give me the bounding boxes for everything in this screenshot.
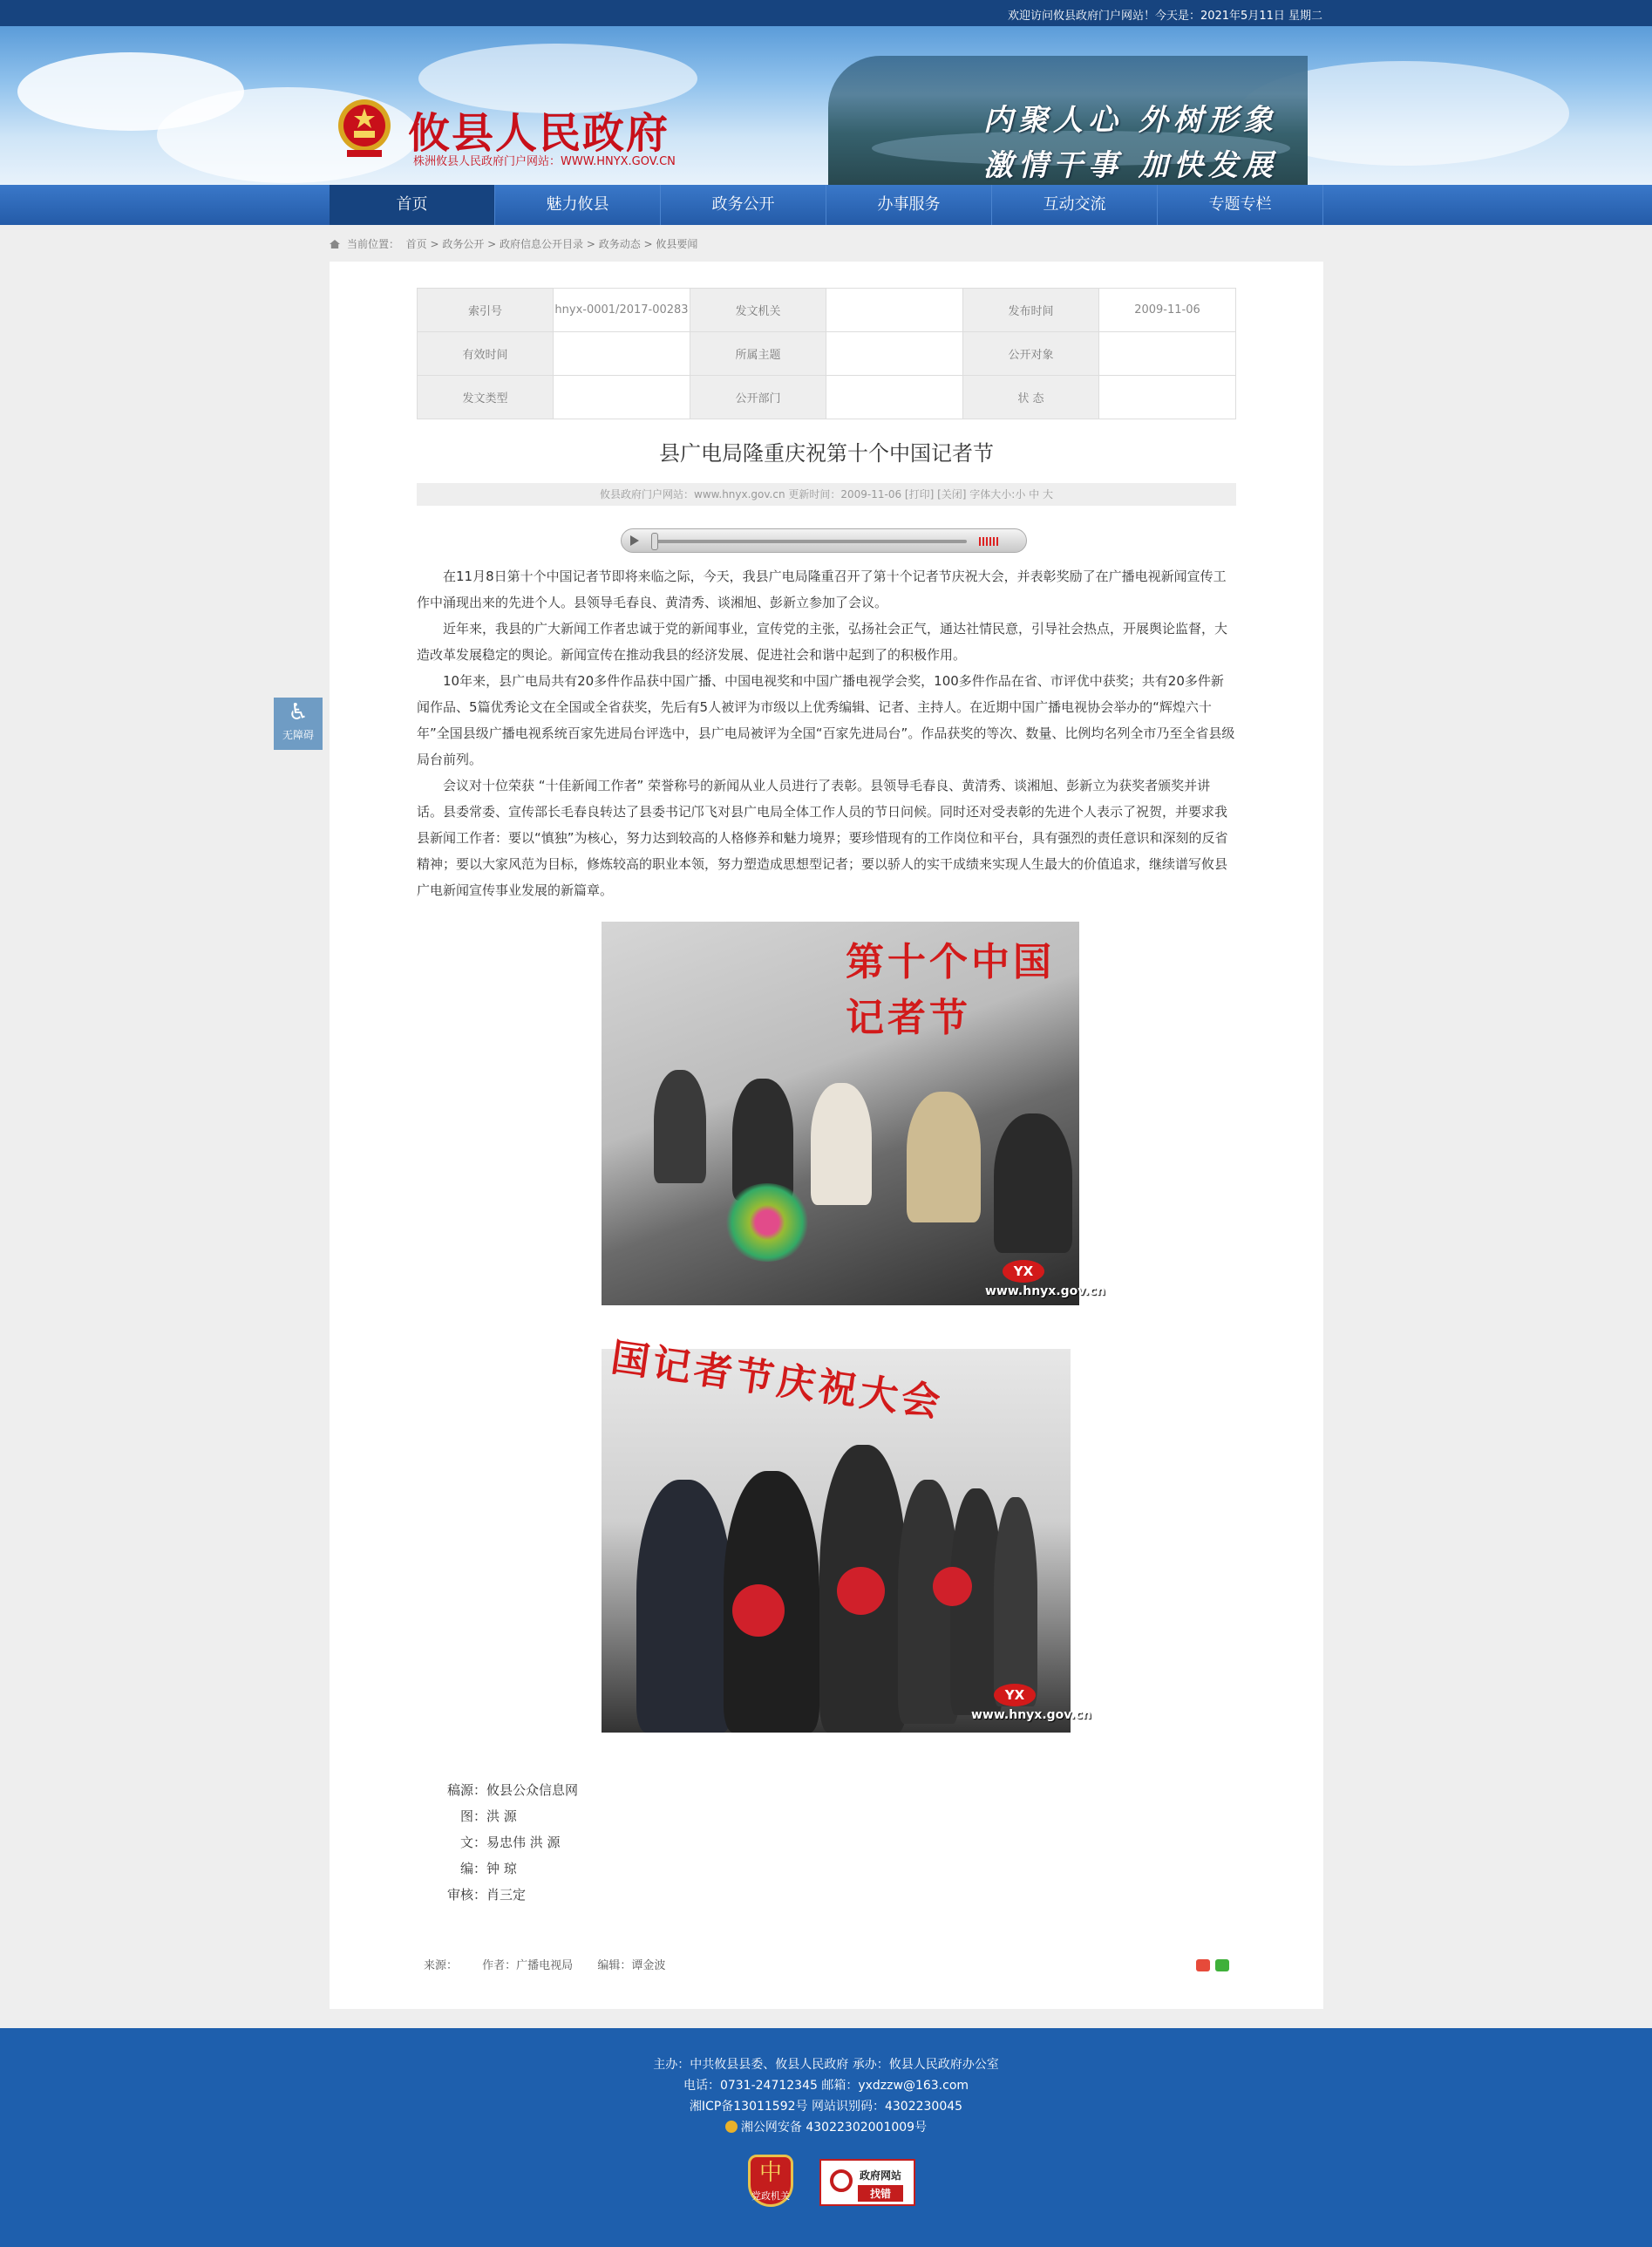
- volume-icon[interactable]: [979, 537, 1000, 546]
- metadata-table: [417, 288, 1236, 419]
- slogan-line-2: 激情干事 加快发展: [983, 148, 1278, 183]
- credit-value: 攸县公众信息网: [486, 1782, 579, 1798]
- site-title[interactable]: 攸县人民政府: [408, 109, 670, 158]
- photo-banner-text: 国记者节庆祝大会: [608, 1335, 947, 1427]
- nav-item-gov-affairs[interactable]: 政务公开: [661, 185, 826, 225]
- credit-label: 图：: [459, 1808, 486, 1824]
- meta-value: [826, 376, 963, 419]
- watermark-url: www.hnyx.gov.cn: [971, 1708, 1091, 1722]
- party-gov-badge-text: 党政机关: [751, 2190, 790, 2202]
- share-weibo-icon[interactable]: [1196, 1959, 1210, 1971]
- site-footer: [0, 2028, 1652, 2247]
- home-icon: [330, 240, 340, 249]
- article-source-line: [424, 1956, 686, 1972]
- photo-banner-text: 第十个中国记者节: [846, 940, 1055, 1040]
- play-icon[interactable]: [630, 535, 639, 546]
- top-bar: [0, 0, 1652, 26]
- watermark-url: www.hnyx.gov.cn: [985, 1284, 1105, 1298]
- audio-player[interactable]: [621, 528, 1027, 553]
- credit-value: 洪 源: [486, 1808, 517, 1824]
- meta-label: 状 态: [963, 376, 1099, 419]
- footer-sponsor: 主办：中共攸县县委、攸县人民政府 承办：攸县人民政府办公室: [653, 2058, 999, 2072]
- photo-figure: [994, 1113, 1072, 1253]
- meta-value: [1099, 376, 1236, 419]
- red-flower: [732, 1584, 785, 1637]
- breadcrumb-path[interactable]: 首页 > 政务公开 > 政府信息公开目录 > 政务动态 > 攸县要闻: [405, 238, 698, 250]
- photo-figure: [732, 1079, 793, 1201]
- watermark-logo: YX: [1003, 1260, 1044, 1283]
- article-paragraph: 10年来，县广电局共有20多件作品获中国广播、中国电视奖和中国广播电视学会奖，100多件作品在省、市评优中获奖；共有20多件新闻作品、5篇优秀论文在全国或全省获奖，先后有5人被评为市级以上优秀编辑、记者、主持人。在近期中国广播电视协会举办的“辉煌六十年”全国县级广播电视系统百家先进局台评选中，县广电局被评为全国“百家先进局台”。作品获奖的等次、数量、比例均名列全市乃至全省县级局台前列。: [417, 673, 1235, 767]
- progress-track[interactable]: [653, 540, 967, 543]
- credit-value: 钟 琼: [486, 1861, 517, 1876]
- footer-icp[interactable]: 湘ICP备13011592号 网站识别码：4302230045: [689, 2100, 963, 2114]
- article-photo-award: [602, 1335, 1091, 1733]
- credit-label: 稿源：: [446, 1782, 486, 1798]
- meta-label: 发布时间: [963, 289, 1099, 332]
- badge-title: 政府网站: [860, 2169, 902, 2182]
- site-banner: [0, 26, 1652, 185]
- credit-value: 肖三定: [486, 1887, 527, 1903]
- meta-value: [826, 289, 963, 332]
- meta-value: [554, 376, 690, 419]
- nav-item-interaction[interactable]: 互动交流: [992, 185, 1158, 225]
- nav-item-services[interactable]: 办事服务: [826, 185, 992, 225]
- share-wechat-icon[interactable]: [1215, 1959, 1229, 1971]
- meta-label: 发文类型: [418, 376, 554, 419]
- footer-contact: 电话：0731-24712345 邮箱：yxdzzw@163.com: [683, 2079, 969, 2093]
- meta-label: 发文机关: [690, 289, 826, 332]
- slogan-line-1: 内聚人心 外树形象: [983, 103, 1278, 138]
- meta-label: 公开对象: [963, 332, 1099, 376]
- meta-label: 索引号: [418, 289, 554, 332]
- police-badge-icon: [725, 2121, 738, 2133]
- article-paragraph: 在11月8日第十个中国记者节即将来临之际，今天，我县广电局隆重召开了第十个记者节庆祝大会，并表彰奖励了在广播电视新闻宣传工作中涌现出来的先进个人。县领导毛春良、黄清秀、谈湘旭、彭新立参加了会议。: [417, 569, 1227, 610]
- meta-value: 2009-11-06: [1099, 289, 1236, 332]
- credit-label: 文：: [459, 1835, 486, 1850]
- photo-figure: [907, 1092, 981, 1222]
- badge-subtitle: 找错: [858, 2185, 903, 2202]
- photo-figure: [636, 1480, 732, 1733]
- meta-value: [554, 332, 690, 376]
- meta-value: hnyx-0001/2017-00283: [554, 289, 690, 332]
- meta-label: 公开部门: [690, 376, 826, 419]
- meta-value: [1099, 332, 1236, 376]
- red-flower: [933, 1567, 972, 1606]
- watermark-logo: YX: [994, 1684, 1036, 1706]
- photo-figure: [811, 1083, 872, 1205]
- nav-item-home[interactable]: 首页: [330, 185, 495, 225]
- author-label: 作者：广播电视局: [482, 1959, 574, 1972]
- article-paragraph: 会议对十位荣获 “十佳新闻工作者” 荣誉称号的新闻从业人员进行了表彰。县领导毛春良、黄清秀、谈湘旭、彭新立为获奖者颁奖并讲话。县委常委、宣传部长毛春良转达了县委书记邝飞对县广电局全体工作人员的节日问候。同时还对受表彰的先进个人表示了祝贺，并要求我县新闻工作者：要以“慎独”为核心，努力达到较高的人格修养和魅力境界；要珍惜现有的工作岗位和平台，具有强烈的责任意识和深刻的反省精神；要以大家风范为目标，修炼较高的职业本领，努力塑造成思想型记者；要以骄人的实干成绩来实现人生最大的价值追求，继续谱写攸县广电新闻宣传事业发展的新篇章。: [417, 778, 1228, 898]
- progress-handle[interactable]: [651, 533, 658, 550]
- welcome-text: 欢迎访问攸县政府门户网站！今天是：2021年5月11日 星期二: [1007, 10, 1322, 23]
- red-flower: [837, 1567, 885, 1615]
- article-title: 县广电局隆重庆祝第十个中国记者节: [659, 441, 994, 466]
- wheelchair-icon: ♿: [288, 699, 309, 725]
- article-body: [417, 563, 1236, 903]
- breadcrumb: [330, 236, 697, 251]
- meta-value: [826, 332, 963, 376]
- site-subtitle: 株洲攸县人民政府门户网站：WWW.HNYX.GOV.CN: [413, 155, 676, 168]
- magnifier-icon: [830, 2169, 853, 2192]
- content-panel: [330, 262, 1323, 2009]
- national-emblem-icon: [335, 98, 394, 160]
- breadcrumb-prefix: 当前位置：: [347, 238, 400, 250]
- nav-item-charm-youxian[interactable]: 魅力攸县: [495, 185, 661, 225]
- article-photo-meeting: [602, 922, 1105, 1305]
- source-label: 来源：: [424, 1959, 459, 1972]
- photo-figure: [994, 1497, 1037, 1706]
- main-nav: [0, 185, 1652, 225]
- meta-label: 有效时间: [418, 332, 554, 376]
- accessibility-label: 无障碍: [282, 729, 314, 741]
- party-gov-badge[interactable]: [748, 2155, 793, 2207]
- footer-police-record[interactable]: 湘公网安备 43022302001009号: [740, 2121, 928, 2135]
- article-info-bar[interactable]: 攸县政府门户网站：www.hnyx.gov.cn 更新时间：2009-11-06 [打印] [关闭] 字体大小:小 中 大: [417, 483, 1236, 506]
- flower-decoration: [724, 1183, 811, 1262]
- article-credits: [445, 1777, 578, 1908]
- photo-figure: [654, 1070, 706, 1183]
- credit-value: 易忠伟 洪 源: [486, 1835, 561, 1850]
- credit-label: 审核：: [446, 1887, 486, 1903]
- nav-item-topics[interactable]: 专题专栏: [1158, 185, 1323, 225]
- credit-label: 编：: [459, 1861, 486, 1876]
- article-paragraph: 近年来，我县的广大新闻工作者忠诚于党的新闻事业，宣传党的主张，弘扬社会正气，通达社情民意，引导社会热点，开展舆论监督，大造改革发展稳定的舆论。新闻宣传在推动我县的经济发展、促进社会和谐中起到了的积极作用。: [417, 621, 1228, 663]
- party-gov-badge-symbol: 中: [758, 2160, 782, 2186]
- editor-label: 编辑：谭金波: [597, 1959, 666, 1972]
- meta-label: 所属主题: [690, 332, 826, 376]
- accessibility-button[interactable]: [274, 698, 323, 750]
- gov-site-error-report-badge[interactable]: [819, 2159, 915, 2206]
